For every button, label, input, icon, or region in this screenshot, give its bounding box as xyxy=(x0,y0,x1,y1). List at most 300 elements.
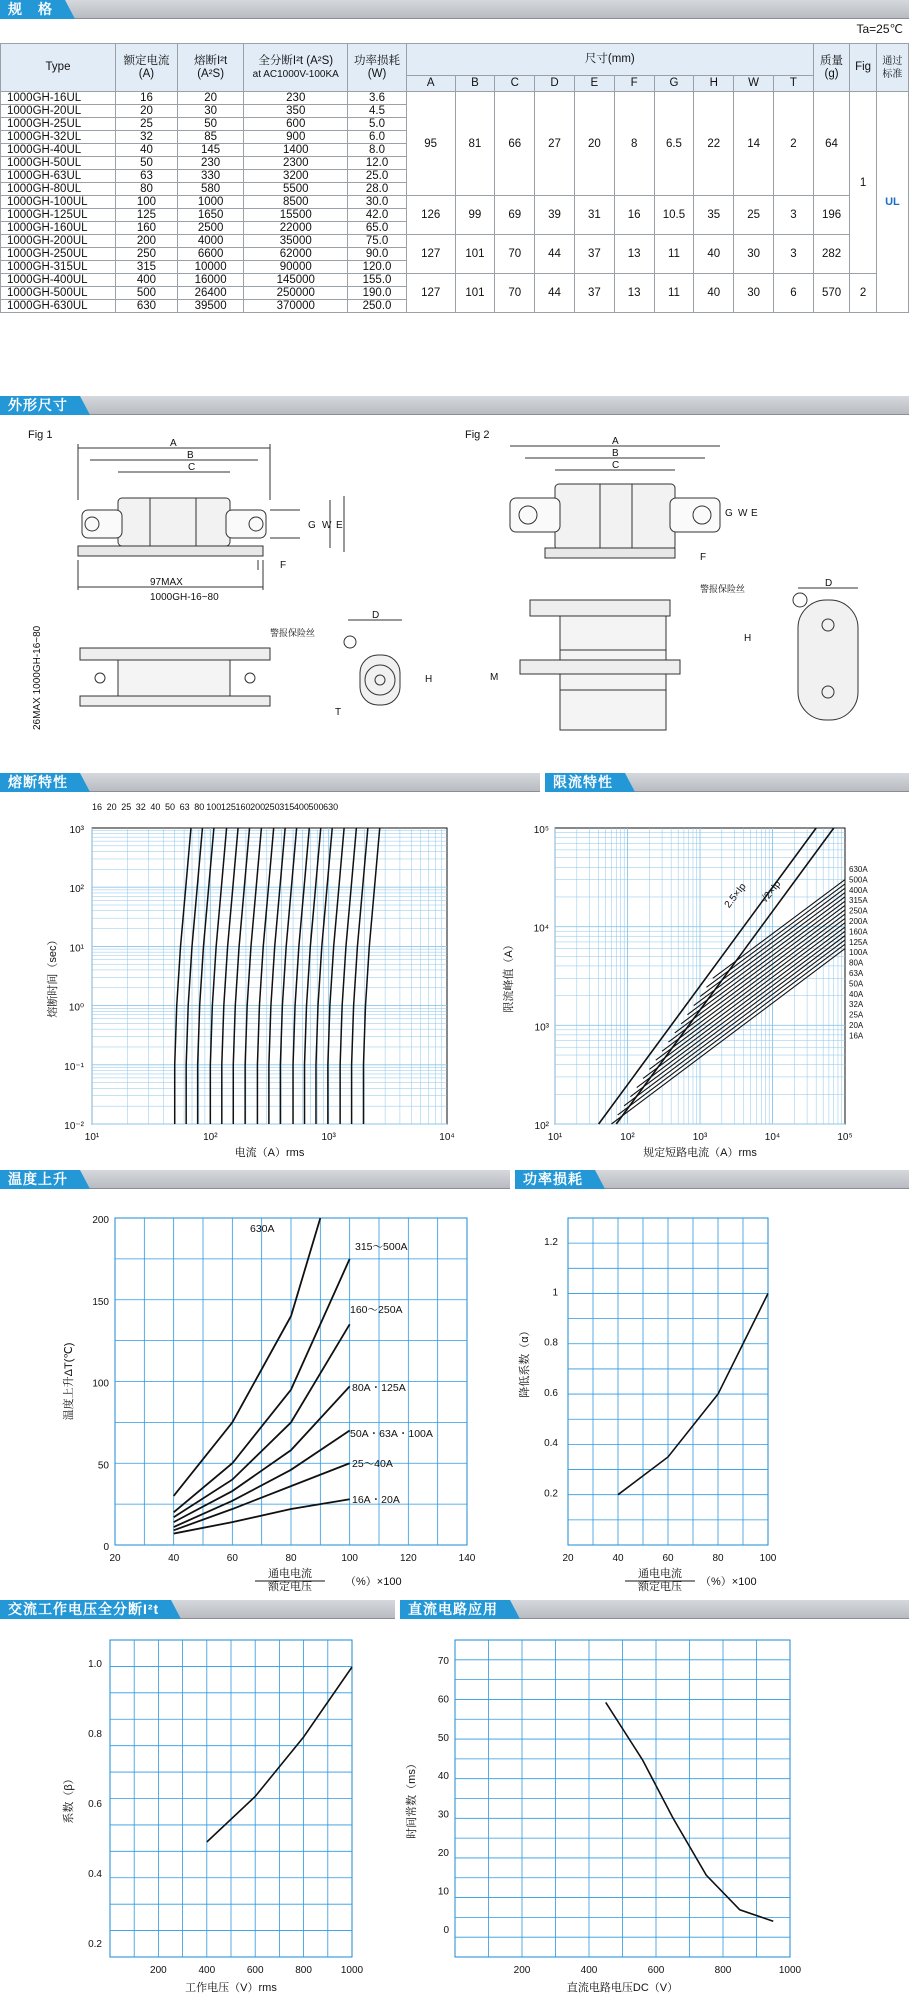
grid xyxy=(568,1218,768,1545)
cell-value: 230 xyxy=(244,92,348,105)
cell-dim: 31 xyxy=(574,196,614,235)
tick-label: 0 xyxy=(443,1924,449,1936)
dim-col-H: H xyxy=(694,76,734,92)
tick-label: 10⁵ xyxy=(533,825,549,836)
tick-label: 10³ xyxy=(321,1132,336,1143)
tick-label: 10¹ xyxy=(547,1132,563,1143)
axis-label: 规定短路电流（A）rms xyxy=(643,1147,757,1159)
series-label: 25～40A xyxy=(352,1458,393,1470)
legend-label: 40A xyxy=(849,989,864,999)
svg-text:B: B xyxy=(612,448,619,459)
tick-label: 20 xyxy=(437,1848,449,1859)
cell-type: 1000GH-20UL xyxy=(1,105,116,118)
section-title-ac: 交流工作电压全分断I²t xyxy=(0,1600,171,1619)
cell-value: 75.0 xyxy=(348,235,407,248)
cell-value: 20 xyxy=(177,92,243,105)
tick-label: 50 xyxy=(97,1460,109,1472)
cell-value: 1000 xyxy=(177,196,243,209)
axis-label: 时间常数（ms） xyxy=(406,1758,418,1839)
cell-mass: 196 xyxy=(813,196,849,235)
svg-text:W: W xyxy=(322,520,332,531)
cell-value: 580 xyxy=(177,183,243,196)
legend-label: 125A xyxy=(849,937,868,947)
col-dims: 尺寸(mm) xyxy=(406,44,813,76)
tick-label: 200 xyxy=(150,1965,167,1976)
cell-dim: 14 xyxy=(734,92,774,196)
tick-label: 50 xyxy=(437,1732,449,1744)
cell-value: 50 xyxy=(177,118,243,131)
tick-label: 100 xyxy=(206,802,222,812)
cell-dim: 101 xyxy=(455,274,495,313)
tick-label: 0.2 xyxy=(88,1939,102,1950)
cell-value: 12.0 xyxy=(348,157,407,170)
tick-label: 70 xyxy=(437,1656,449,1667)
axis-label: 工作电压（V）rms xyxy=(185,1982,277,1994)
tick-label: 10⁵ xyxy=(837,1132,853,1143)
col-cert: 通过 标准 xyxy=(876,44,908,92)
ul-mark-icon: UL xyxy=(876,92,908,313)
svg-text:D: D xyxy=(372,610,380,621)
cell-value: 350 xyxy=(244,105,348,118)
cell-value: 25.0 xyxy=(348,170,407,183)
cell-dim: 13 xyxy=(614,235,654,274)
axis-label: （%）×100 xyxy=(345,1576,402,1588)
tick-label: 16 xyxy=(91,802,103,812)
cell-dim: 6 xyxy=(774,274,814,313)
cell-fig: 1 xyxy=(850,92,877,274)
tick-label: 200 xyxy=(250,802,266,812)
cell-value: 16 xyxy=(116,92,178,105)
cell-value: 15500 xyxy=(244,209,348,222)
tick-label: 100 xyxy=(759,1553,777,1564)
dim-col-W: W xyxy=(734,76,774,92)
cell-type: 1000GH-400UL xyxy=(1,274,116,287)
tick-label: 0.4 xyxy=(544,1438,558,1450)
tick-label: 50 xyxy=(164,802,176,812)
legend-label: 100A xyxy=(849,948,868,958)
cell-dim: 10.5 xyxy=(654,196,694,235)
series-label: 16A・20A xyxy=(352,1494,400,1506)
cell-value: 40 xyxy=(116,144,178,157)
tick-label: 1 xyxy=(552,1287,558,1299)
tick-label: 40 xyxy=(168,1553,180,1564)
cell-value: 6600 xyxy=(177,248,243,261)
svg-text:C: C xyxy=(612,460,620,471)
cell-dim: 37 xyxy=(574,235,614,274)
col-rated: 额定电流 (A) xyxy=(116,44,178,92)
cell-dim: 27 xyxy=(535,92,575,196)
axis-label: 熔断时间（sec） xyxy=(47,934,59,1018)
tick-label: 10⁴ xyxy=(533,923,549,935)
cell-value: 4000 xyxy=(177,235,243,248)
cell-type: 1000GH-100UL xyxy=(1,196,116,209)
axis-label: 额定电压 xyxy=(638,1581,682,1593)
tick-label: 10¹ xyxy=(69,943,84,955)
col-mass: 质量 (g) xyxy=(813,44,849,92)
tick-label: 125 xyxy=(220,802,236,812)
tick-label: 800 xyxy=(714,1965,732,1976)
cell-type: 1000GH-200UL xyxy=(1,235,116,248)
series-label: √2×Ip xyxy=(759,878,784,906)
svg-text:H: H xyxy=(425,674,433,685)
cell-value: 5500 xyxy=(244,183,348,196)
legend-label: 200A xyxy=(849,917,868,926)
svg-text:1000GH-16~80: 1000GH-16~80 xyxy=(150,592,219,603)
cell-dim: 35 xyxy=(694,196,734,235)
cell-dim: 2 xyxy=(774,92,814,196)
dim-col-D: D xyxy=(535,76,575,92)
grid xyxy=(115,1218,467,1545)
axis-label: 直流电路电压DC（V） xyxy=(566,1982,679,1994)
tick-label: 1000 xyxy=(778,1965,802,1976)
cell-value: 90.0 xyxy=(348,248,407,261)
tick-label: 32 xyxy=(135,802,146,812)
cell-value: 900 xyxy=(244,131,348,144)
legend-label: 160A xyxy=(849,927,868,937)
cell-type: 1000GH-40UL xyxy=(1,144,116,157)
cell-value: 100 xyxy=(116,196,178,209)
tick-label: 10³ xyxy=(69,825,84,836)
legend-label: 32A xyxy=(849,1000,864,1010)
axis-label: 降低系数（α） xyxy=(519,1325,531,1398)
tick-label: 0 xyxy=(103,1542,109,1553)
cell-type: 1000GH-16UL xyxy=(1,92,116,105)
cell-value: 250 xyxy=(116,248,178,261)
legend-label: 50A xyxy=(849,979,864,989)
svg-text:A: A xyxy=(170,438,177,449)
cell-fig: 2 xyxy=(850,274,877,313)
section-title-temp: 温度上升 xyxy=(0,1170,80,1189)
cell-dim: 25 xyxy=(734,196,774,235)
axis-label: 通电电流 xyxy=(268,1568,312,1580)
dim-col-A: A xyxy=(406,76,455,92)
tick-label: 140 xyxy=(458,1553,476,1564)
dim-col-T: T xyxy=(774,76,814,92)
cell-dim: 126 xyxy=(406,196,455,235)
cell-value: 63 xyxy=(116,170,178,183)
cell-value: 28.0 xyxy=(348,183,407,196)
tick-label: 25 xyxy=(121,802,132,812)
tick-label: 10² xyxy=(203,1132,218,1143)
cell-value: 5.0 xyxy=(348,118,407,131)
tick-label: 250 xyxy=(264,802,280,812)
tick-label: 200 xyxy=(513,1965,531,1976)
fig2-label: Fig 2 xyxy=(465,429,490,441)
cell-value: 20 xyxy=(116,105,178,118)
tick-label: 600 xyxy=(246,1965,264,1976)
axis-label: 电流（A）rms xyxy=(234,1147,305,1159)
cell-dim: 37 xyxy=(574,274,614,313)
cell-value: 160 xyxy=(116,222,178,235)
svg-text:D: D xyxy=(825,578,833,589)
series-label: 630A xyxy=(250,1223,275,1235)
fig1-label: Fig 1 xyxy=(28,429,53,441)
axis-label: （%）×100 xyxy=(700,1576,757,1588)
tick-label: 800 xyxy=(295,1965,312,1976)
cell-value: 1650 xyxy=(177,209,243,222)
cell-dim: 11 xyxy=(654,235,694,274)
tick-label: 0.8 xyxy=(544,1337,558,1349)
cell-mass: 64 xyxy=(813,92,849,196)
cell-dim: 99 xyxy=(455,196,495,235)
col-loss: 功率损耗 (W) xyxy=(348,44,407,92)
svg-text:C: C xyxy=(188,462,196,473)
tick-label: 0.6 xyxy=(544,1387,558,1399)
svg-text:M: M xyxy=(490,672,499,683)
dim-col-G: G xyxy=(654,76,694,92)
cell-type: 1000GH-500UL xyxy=(1,287,116,300)
cell-type: 1000GH-80UL xyxy=(1,183,116,196)
cell-value: 230 xyxy=(177,157,243,170)
cell-mass: 570 xyxy=(813,274,849,313)
legend-label: 400A xyxy=(849,885,868,895)
section-title-dc: 直流电路应用 xyxy=(400,1600,510,1619)
cell-dim: 30 xyxy=(734,274,774,313)
tick-label: 60 xyxy=(662,1553,674,1564)
cell-value: 1400 xyxy=(244,144,348,157)
cell-dim: 44 xyxy=(535,235,575,274)
cell-type: 1000GH-63UL xyxy=(1,170,116,183)
cell-type: 1000GH-160UL xyxy=(1,222,116,235)
tick-label: 80 xyxy=(194,802,205,812)
cell-value: 370000 xyxy=(244,300,348,313)
cell-dim: 3 xyxy=(774,235,814,274)
cell-type: 1000GH-250UL xyxy=(1,248,116,261)
svg-text:H: H xyxy=(744,633,752,644)
cell-type: 1000GH-630UL xyxy=(1,300,116,313)
tick-label: 60 xyxy=(226,1553,238,1564)
cell-value: 6.0 xyxy=(348,131,407,144)
tick-label: 40 xyxy=(612,1553,624,1564)
tick-label: 1.2 xyxy=(544,1237,558,1248)
tick-label: 10² xyxy=(534,1121,549,1132)
tick-label: 10⁻¹ xyxy=(64,1061,84,1073)
tick-label: 0.4 xyxy=(88,1869,102,1880)
cell-value: 35000 xyxy=(244,235,348,248)
tick-label: 60 xyxy=(437,1694,449,1706)
legend-label: 315A xyxy=(849,896,868,906)
cell-dim: 39 xyxy=(535,196,575,235)
tick-label: 315 xyxy=(279,802,295,812)
tick-label: 0.2 xyxy=(544,1488,558,1500)
cell-value: 32 xyxy=(116,131,178,144)
cell-value: 65.0 xyxy=(348,222,407,235)
section-title-melt: 熔断特性 xyxy=(0,773,80,792)
cell-value: 120.0 xyxy=(348,261,407,274)
cell-value: 145 xyxy=(177,144,243,157)
col-type: Type xyxy=(1,44,116,92)
cell-dim: 40 xyxy=(694,274,734,313)
axis-label: 系数（β） xyxy=(63,1773,75,1824)
series-label: 80A・125A xyxy=(352,1382,406,1394)
cell-value: 2300 xyxy=(244,157,348,170)
cell-dim: 44 xyxy=(535,274,575,313)
dim-col-C: C xyxy=(495,76,535,92)
svg-text:G: G xyxy=(725,508,733,519)
cell-value: 315 xyxy=(116,261,178,274)
tick-label: 20 xyxy=(562,1553,574,1564)
tick-label: 630 xyxy=(323,802,339,812)
svg-text:警报保险丝: 警报保险丝 xyxy=(270,628,316,638)
grid xyxy=(110,1640,352,1957)
cell-dim: 70 xyxy=(495,274,535,313)
svg-text:E: E xyxy=(336,520,343,531)
cell-value: 8500 xyxy=(244,196,348,209)
svg-text:警报保险丝: 警报保险丝 xyxy=(700,584,746,594)
tick-label: 80 xyxy=(285,1553,297,1564)
tick-label: 10² xyxy=(620,1132,635,1143)
cell-value: 30.0 xyxy=(348,196,407,209)
section-title-dims: 外形尺寸 xyxy=(0,396,80,415)
svg-text:A: A xyxy=(612,436,619,447)
cell-dim: 101 xyxy=(455,235,495,274)
cell-dim: 22 xyxy=(694,92,734,196)
cell-value: 250.0 xyxy=(348,300,407,313)
tick-label: 40 xyxy=(150,802,161,812)
cell-dim: 6.5 xyxy=(654,92,694,196)
tick-label: 100 xyxy=(341,1553,359,1564)
svg-text:T: T xyxy=(335,707,342,718)
cell-value: 50 xyxy=(116,157,178,170)
legend-label: 20A xyxy=(849,1021,864,1030)
tick-label: 10³ xyxy=(692,1132,708,1143)
section-title-limit: 限流特性 xyxy=(545,773,625,792)
tick-label: 10⁴ xyxy=(439,1132,455,1143)
legend-label: 630A xyxy=(849,865,868,874)
cell-dim: 3 xyxy=(774,196,814,235)
legend-label: 80A xyxy=(849,958,864,968)
cell-value: 145000 xyxy=(244,274,348,287)
cell-type: 1000GH-25UL xyxy=(1,118,116,131)
legend-label: 500A xyxy=(849,875,868,885)
cell-value: 630 xyxy=(116,300,178,313)
legend-label: 16A xyxy=(849,1031,864,1041)
cell-type: 1000GH-50UL xyxy=(1,157,116,170)
tick-label: 20 xyxy=(106,802,117,812)
cell-value: 400 xyxy=(116,274,178,287)
cell-value: 10000 xyxy=(177,261,243,274)
axis-label: 额定电压 xyxy=(268,1581,312,1593)
cell-dim: 69 xyxy=(495,196,535,235)
dim-col-E: E xyxy=(574,76,614,92)
tick-label: 160 xyxy=(235,802,251,812)
cell-dim: 40 xyxy=(694,235,734,274)
tick-label: 10² xyxy=(69,884,84,896)
series-label: 315～500A xyxy=(355,1241,408,1253)
cell-value: 250000 xyxy=(244,287,348,300)
tick-label: 500 xyxy=(308,802,324,812)
cell-dim: 127 xyxy=(406,235,455,274)
tick-label: 400 xyxy=(580,1965,598,1976)
cell-dim: 81 xyxy=(455,92,495,196)
cell-value: 155.0 xyxy=(348,274,407,287)
col-fig: Fig xyxy=(850,44,877,92)
svg-text:97MAX: 97MAX xyxy=(150,577,183,588)
svg-text:W: W xyxy=(738,508,748,519)
tick-label: 10³ xyxy=(534,1022,549,1034)
section-title-spec: 规 格 xyxy=(0,0,65,19)
tick-label: 0.8 xyxy=(88,1729,102,1740)
cell-value: 4.5 xyxy=(348,105,407,118)
series-label: 2.5×Ip xyxy=(722,881,749,911)
tick-label: 80 xyxy=(712,1553,724,1564)
cell-value: 26400 xyxy=(177,287,243,300)
cell-dim: 95 xyxy=(406,92,455,196)
tick-label: 10⁻² xyxy=(64,1121,84,1132)
series-label: 50A・63A・100A xyxy=(350,1428,433,1440)
tick-label: 10⁰ xyxy=(68,1002,84,1014)
cell-value: 500 xyxy=(116,287,178,300)
legend-label: 25A xyxy=(849,1010,864,1020)
tick-label: 100 xyxy=(92,1378,109,1390)
tick-label: 120 xyxy=(399,1553,417,1564)
cell-value: 330 xyxy=(177,170,243,183)
cell-dim: 20 xyxy=(574,92,614,196)
cell-type: 1000GH-315UL xyxy=(1,261,116,274)
axis-label: 温度上升ΔT(℃) xyxy=(63,1342,75,1421)
tick-label: 400 xyxy=(198,1965,216,1976)
cell-value: 22000 xyxy=(244,222,348,235)
cell-value: 600 xyxy=(244,118,348,131)
tick-label: 200 xyxy=(92,1215,109,1226)
cell-value: 3.6 xyxy=(348,92,407,105)
cell-value: 25 xyxy=(116,118,178,131)
section-title-power: 功率损耗 xyxy=(515,1170,595,1189)
cell-dim: 70 xyxy=(495,235,535,274)
dim-col-F: F xyxy=(614,76,654,92)
tick-label: 0.6 xyxy=(88,1799,102,1810)
series-label: 160～250A xyxy=(350,1304,403,1316)
cell-dim: 11 xyxy=(654,274,694,313)
cell-value: 190.0 xyxy=(348,287,407,300)
cell-value: 125 xyxy=(116,209,178,222)
svg-text:F: F xyxy=(280,560,287,571)
cell-value: 90000 xyxy=(244,261,348,274)
svg-text:B: B xyxy=(187,450,194,461)
temp-note: Ta=25℃ xyxy=(856,22,903,36)
cell-dim: 127 xyxy=(406,274,455,313)
cell-value: 16000 xyxy=(177,274,243,287)
tick-label: 400 xyxy=(293,802,309,812)
legend-label: 63A xyxy=(849,969,864,978)
svg-text:E: E xyxy=(751,508,758,519)
cell-value: 85 xyxy=(177,131,243,144)
col-melt: 熔断I²t (A²S) xyxy=(177,44,243,92)
tick-label: 150 xyxy=(92,1296,109,1308)
cell-dim: 8 xyxy=(614,92,654,196)
tick-label: 10¹ xyxy=(84,1132,100,1143)
cell-dim: 13 xyxy=(614,274,654,313)
tick-label: 63 xyxy=(179,802,190,812)
col-clear: 全分断I²t (A²S) at AC1000V-100KA xyxy=(244,44,348,92)
cell-value: 80 xyxy=(116,183,178,196)
svg-text:F: F xyxy=(700,552,707,563)
tick-label: 40 xyxy=(437,1771,449,1783)
svg-text:26MAX 1000GH-16~80: 26MAX 1000GH-16~80 xyxy=(32,625,43,730)
axis-label: 通电电流 xyxy=(638,1568,682,1580)
cell-dim: 16 xyxy=(614,196,654,235)
svg-text:G: G xyxy=(308,520,316,531)
tick-label: 1000 xyxy=(340,1965,364,1976)
cell-value: 8.0 xyxy=(348,144,407,157)
tick-label: 600 xyxy=(647,1965,665,1976)
cell-value: 3200 xyxy=(244,170,348,183)
cell-type: 1000GH-32UL xyxy=(1,131,116,144)
tick-label: 10 xyxy=(437,1886,449,1898)
cell-dim: 66 xyxy=(495,92,535,196)
tick-label: 30 xyxy=(437,1809,449,1821)
legend-label: 250A xyxy=(849,906,868,916)
